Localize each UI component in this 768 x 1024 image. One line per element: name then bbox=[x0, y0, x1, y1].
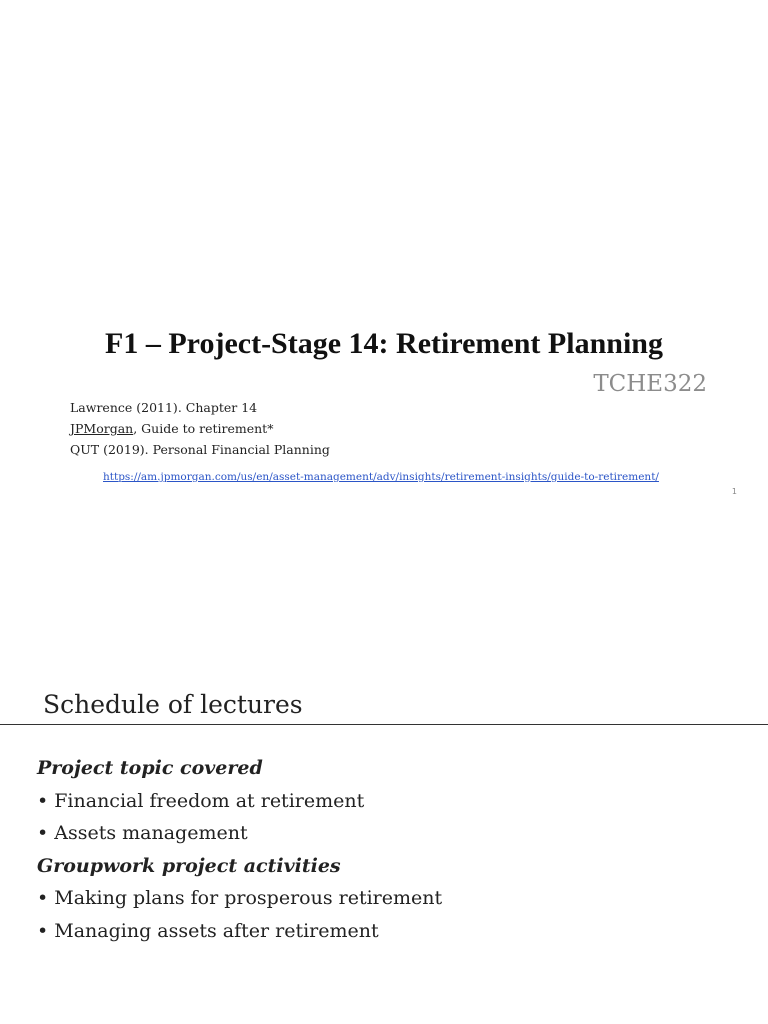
reference-item bbox=[70, 397, 330, 418]
slide-2 bbox=[0, 512, 768, 1024]
reference-text: , Guide to retirement* bbox=[133, 421, 274, 436]
course-code: TCHE322 bbox=[593, 371, 707, 397]
reference-item bbox=[70, 439, 330, 460]
bullet-item: • Making plans for prosperous retirement bbox=[37, 887, 443, 909]
reference-list bbox=[70, 397, 330, 460]
bullet-item: • Financial freedom at retirement bbox=[37, 789, 365, 812]
reference-link[interactable]: JPMorgan bbox=[70, 421, 134, 436]
heading-divider bbox=[0, 724, 768, 725]
slide-body bbox=[37, 752, 442, 947]
jpmorgan-url-link[interactable]: https://am.jpmorgan.com/us/en/asset-management/adv/insights/retirement-insights/guide-to-retirement/ bbox=[103, 471, 659, 483]
section-subheading: Project topic covered bbox=[37, 757, 263, 779]
slide-title: F1 – Project-Stage 14: Retirement Planning bbox=[105, 327, 663, 360]
section-subheading: Groupwork project activities bbox=[37, 854, 341, 877]
reference-item bbox=[70, 418, 330, 439]
bullet-item: • Assets management bbox=[37, 822, 248, 844]
page-number: 1 bbox=[731, 487, 737, 496]
slide-heading: Schedule of lectures bbox=[43, 690, 303, 719]
reference-text: QUT (2019). Personal Financial Planning bbox=[70, 442, 330, 457]
bullet-item: • Managing assets after retirement bbox=[37, 919, 379, 942]
reference-text: Lawrence (2011). Chapter 14 bbox=[70, 400, 258, 415]
